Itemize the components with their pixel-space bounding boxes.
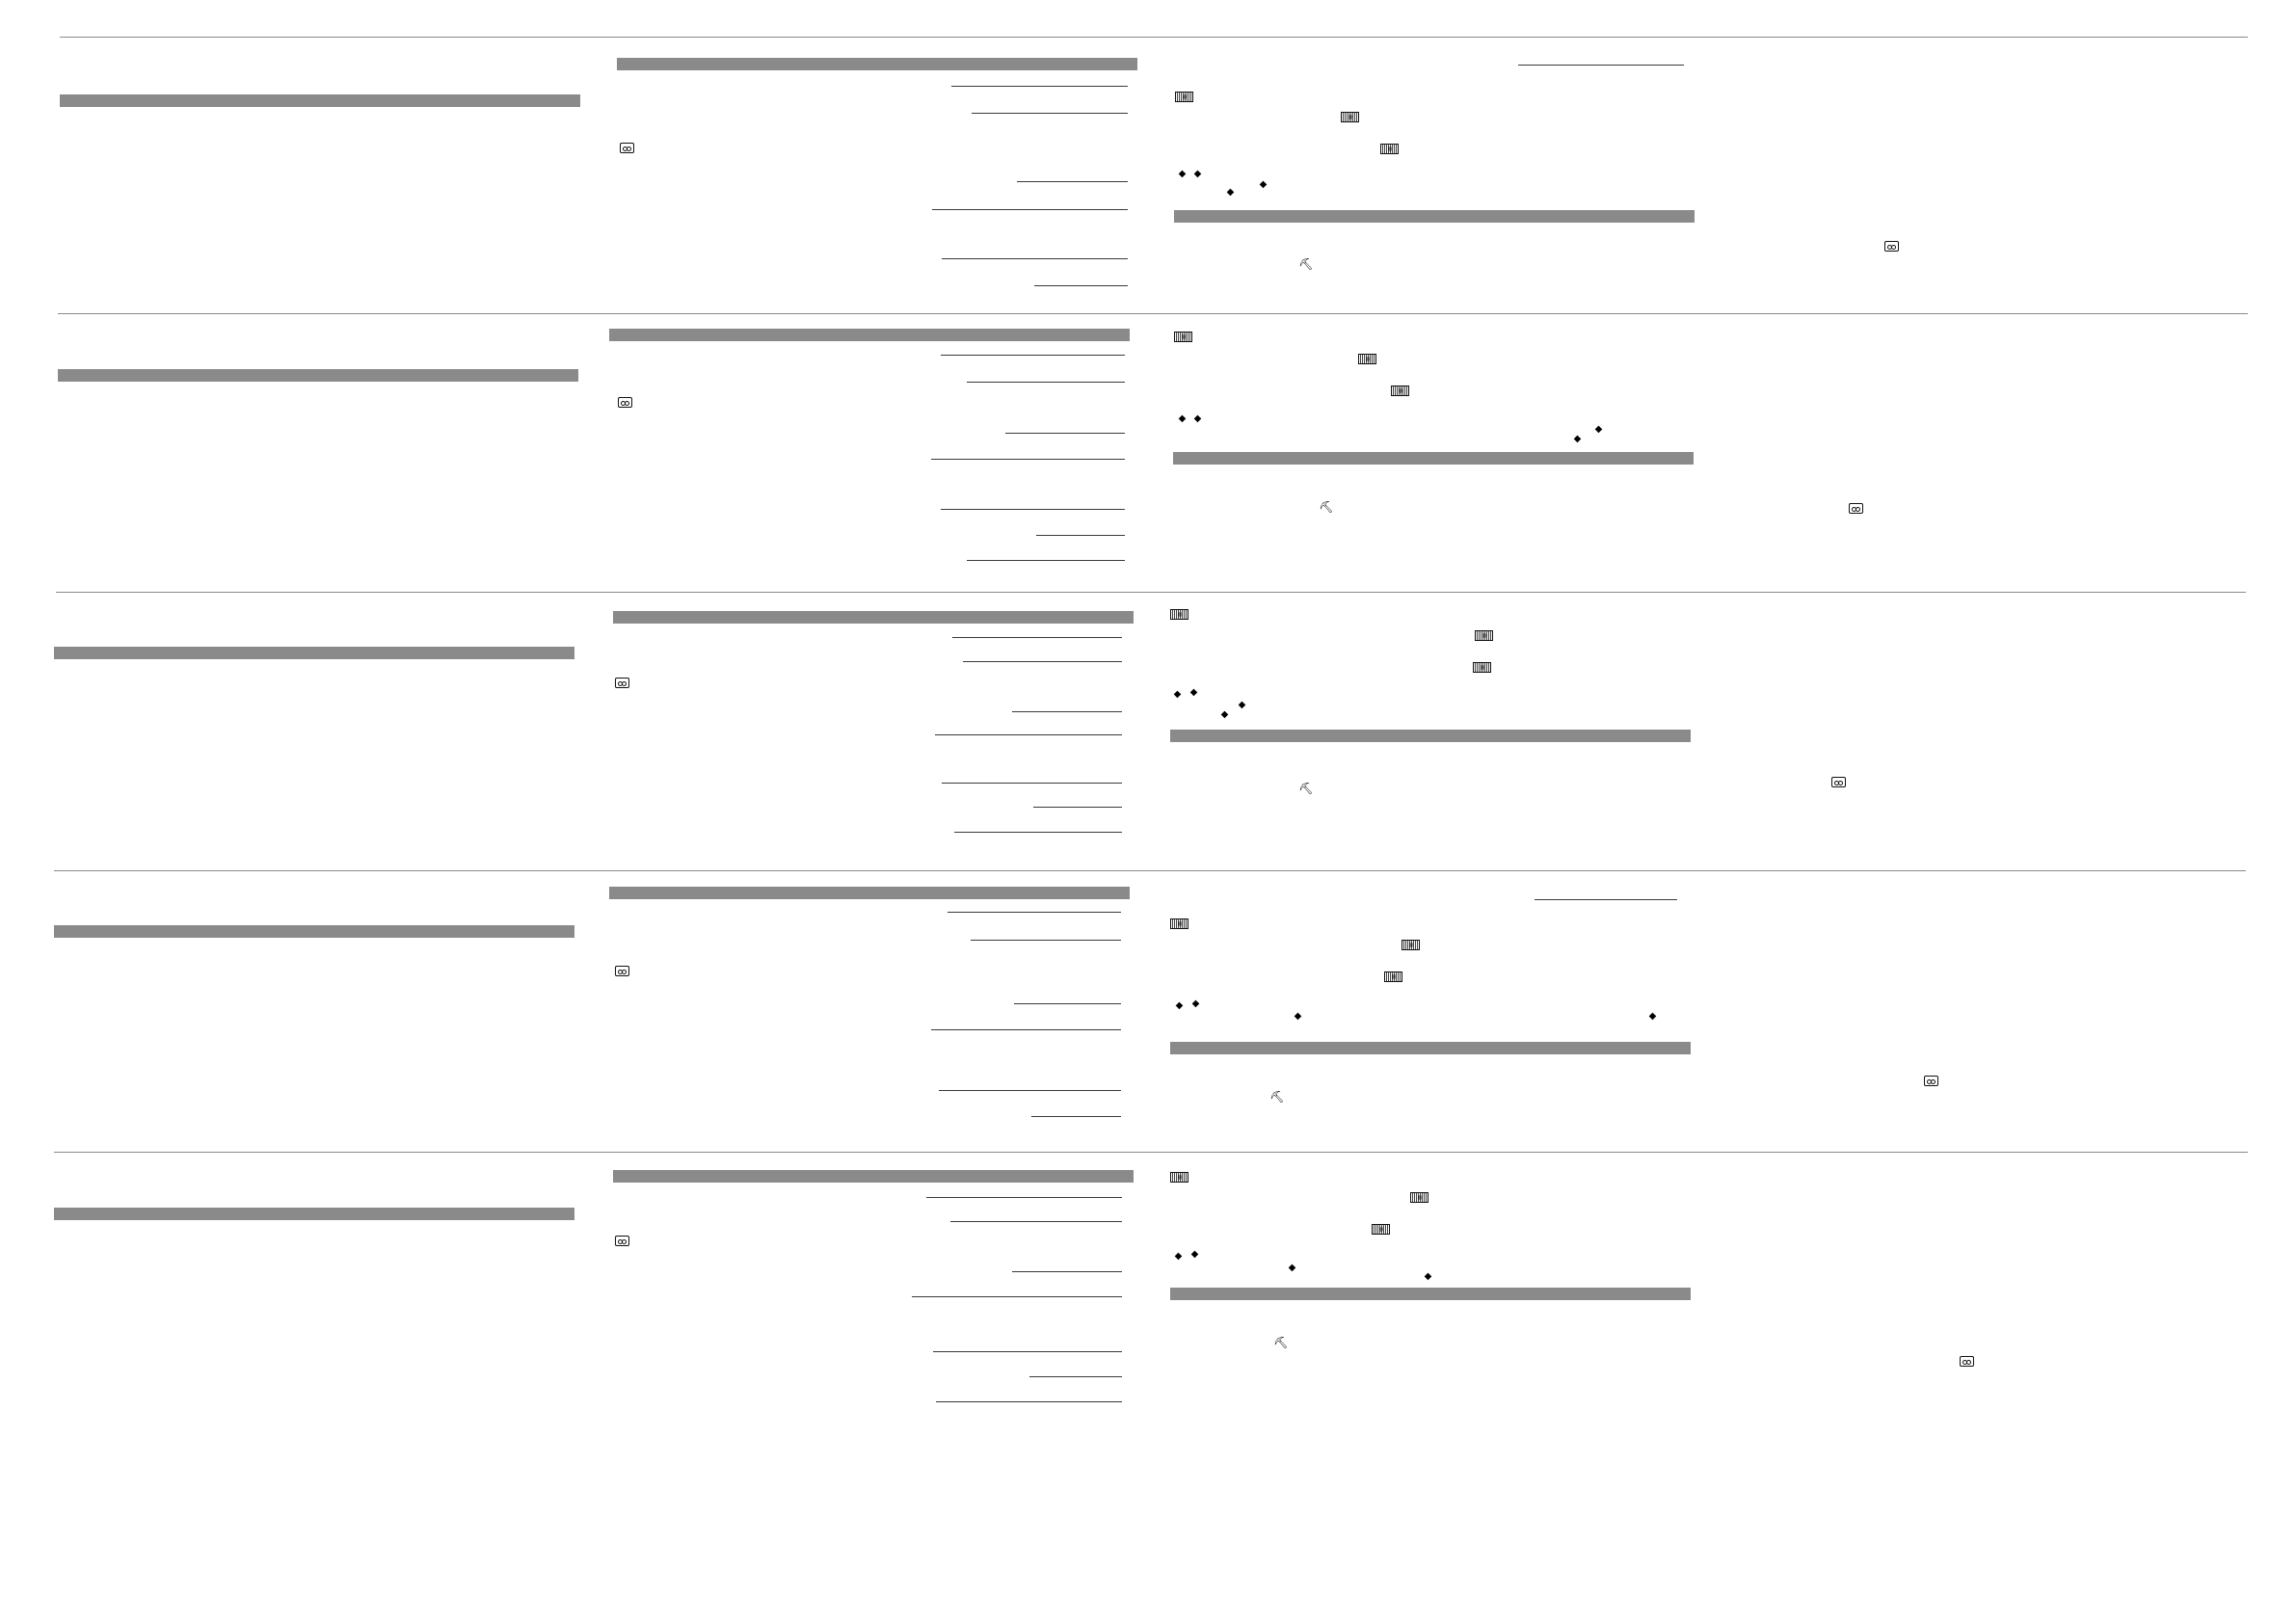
- blank-line: [932, 209, 1128, 210]
- scan-icon: ▤: [1170, 609, 1188, 620]
- blank-line: [963, 661, 1122, 662]
- scan-icon: ▤: [1170, 918, 1188, 929]
- blank-line: [972, 113, 1128, 114]
- blank-line: [951, 86, 1128, 87]
- blank-line: [939, 1090, 1121, 1091]
- diamond-icon: ◆: [1175, 999, 1184, 1011]
- blank-line: [1005, 433, 1125, 434]
- divider-line: [54, 1152, 2248, 1153]
- scan-icon: ▤: [1380, 144, 1399, 154]
- diamond-icon: ◆: [1424, 1270, 1432, 1282]
- section-bar: [58, 369, 578, 382]
- diamond-icon: ◆: [1189, 686, 1198, 698]
- section-bar: [1174, 210, 1695, 223]
- tape-icon: [1849, 503, 1863, 514]
- tape-icon: [615, 966, 629, 976]
- blank-line: [933, 1351, 1122, 1352]
- diamond-icon: ◆: [1191, 998, 1200, 1009]
- blank-line: [931, 459, 1125, 460]
- blank-line: [912, 1296, 1122, 1297]
- divider-line: [58, 313, 2248, 314]
- scan-icon: ▤: [1175, 92, 1193, 102]
- section-bar: [1170, 730, 1691, 742]
- blank-line: [967, 560, 1125, 561]
- scan-icon: ▤: [1170, 1172, 1188, 1183]
- mower-icon: ⛏: [1298, 257, 1314, 271]
- scan-icon: ▤: [1358, 354, 1376, 364]
- divider-line: [56, 592, 2246, 593]
- tape-icon: [618, 397, 632, 408]
- blank-line: [941, 355, 1125, 356]
- scan-icon: ▤: [1402, 940, 1420, 950]
- section-bar: [617, 58, 1137, 70]
- blank-line: [1535, 899, 1677, 900]
- diamond-icon: ◆: [1573, 433, 1582, 444]
- mower-icon: ⛏: [1298, 782, 1314, 795]
- diamond-icon: ◆: [1594, 423, 1603, 435]
- blank-line: [1012, 1271, 1122, 1272]
- blank-line: [936, 1401, 1122, 1402]
- section-bar: [54, 925, 574, 938]
- scan-icon: ▤: [1410, 1192, 1428, 1203]
- mower-icon: ⛏: [1269, 1090, 1285, 1104]
- scan-icon: ▤: [1391, 386, 1409, 396]
- blank-line: [967, 382, 1125, 383]
- section-bar: [1173, 452, 1694, 465]
- diamond-icon: ◆: [1226, 186, 1235, 198]
- blank-line: [950, 1221, 1122, 1222]
- section-bar: [1170, 1042, 1691, 1054]
- scan-icon: ▤: [1473, 662, 1491, 673]
- blank-line: [971, 940, 1121, 941]
- scan-icon: ▤: [1341, 112, 1359, 122]
- blank-line: [1029, 1376, 1122, 1377]
- scan-icon: ▤: [1384, 971, 1402, 982]
- blank-line: [948, 912, 1121, 913]
- tape-icon: [1831, 777, 1846, 787]
- divider-line: [60, 37, 2248, 38]
- diamond-icon: ◆: [1178, 412, 1187, 424]
- blank-line: [942, 783, 1122, 784]
- section-bar: [1170, 1288, 1691, 1300]
- section-bar: [54, 647, 574, 659]
- blank-line: [952, 637, 1122, 638]
- tape-icon: [620, 143, 634, 153]
- diamond-icon: ◆: [1288, 1262, 1296, 1273]
- tape-icon: [615, 1236, 629, 1246]
- scan-icon: ▤: [1174, 332, 1192, 342]
- blank-line: [1036, 535, 1125, 536]
- diamond-icon: ◆: [1294, 1010, 1302, 1022]
- section-bar: [60, 94, 580, 107]
- diamond-icon: ◆: [1173, 688, 1182, 700]
- section-bar: [54, 1208, 574, 1220]
- blank-line: [1518, 65, 1684, 66]
- blank-line: [931, 1029, 1121, 1030]
- tape-icon: [1924, 1076, 1938, 1086]
- scan-icon: ▤: [1372, 1224, 1390, 1235]
- blank-line: [1014, 1003, 1121, 1004]
- blank-line: [954, 832, 1122, 833]
- divider-line: [54, 870, 2246, 871]
- diamond-icon: ◆: [1193, 168, 1202, 179]
- blank-line: [1031, 1116, 1121, 1117]
- diamond-icon: ◆: [1190, 1248, 1199, 1260]
- diamond-icon: ◆: [1178, 168, 1187, 179]
- blank-line: [926, 1197, 1122, 1198]
- section-bar: [609, 887, 1130, 899]
- blank-line: [1033, 807, 1122, 808]
- section-bar: [613, 611, 1134, 624]
- scan-icon: ▤: [1475, 630, 1493, 641]
- blank-line: [1012, 711, 1122, 712]
- section-bar: [609, 329, 1130, 341]
- mower-icon: ⛏: [1319, 500, 1334, 514]
- diamond-icon: ◆: [1174, 1250, 1183, 1262]
- diamond-icon: ◆: [1193, 412, 1202, 424]
- blank-line: [941, 509, 1125, 510]
- blank-line: [1017, 181, 1128, 182]
- tape-icon: [1884, 241, 1899, 252]
- blank-line: [935, 734, 1122, 735]
- diamond-icon: ◆: [1648, 1010, 1657, 1022]
- tape-icon: [1960, 1356, 1974, 1367]
- blank-line: [1034, 285, 1128, 286]
- diamond-icon: ◆: [1238, 699, 1246, 710]
- section-bar: [613, 1170, 1134, 1183]
- mower-icon: ⛏: [1273, 1336, 1289, 1349]
- blank-line: [942, 258, 1128, 259]
- tape-icon: [615, 678, 629, 688]
- diamond-icon: ◆: [1259, 178, 1268, 190]
- diamond-icon: ◆: [1220, 708, 1229, 720]
